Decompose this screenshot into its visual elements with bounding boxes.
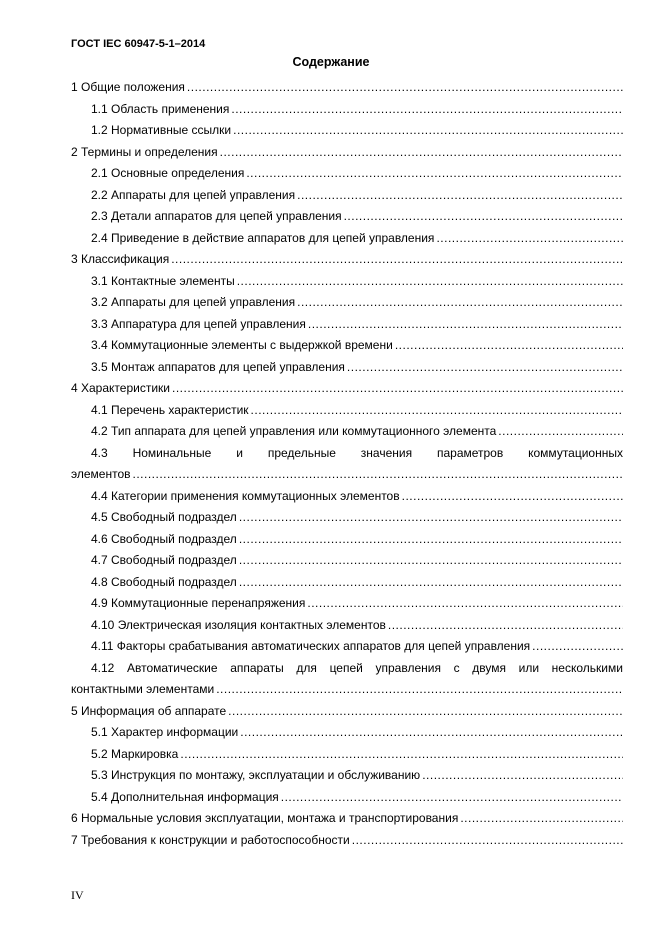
- toc-entry[interactable]: [71, 572, 623, 594]
- dot-leader: [240, 722, 623, 744]
- toc-entry[interactable]: [71, 808, 623, 830]
- toc-entry[interactable]: [71, 228, 623, 250]
- toc-entry-word: значения: [360, 445, 413, 460]
- toc-entry-text: контактными элементами: [71, 682, 215, 696]
- dot-leader: [133, 464, 624, 486]
- toc-entry-text: 2.4 Приведение в действие аппаратов для цепей управления: [91, 230, 435, 245]
- toc-entry-word: несколькими: [551, 660, 623, 675]
- toc-entry-text: 1.1 Область применения: [91, 101, 230, 116]
- toc-entry-text: 3.1 Контактные элементы: [91, 273, 235, 288]
- toc-entry[interactable]: [71, 593, 623, 615]
- dot-leader: [172, 378, 623, 400]
- toc-entry[interactable]: [71, 99, 623, 121]
- toc-entry[interactable]: [71, 830, 623, 852]
- dot-leader: [307, 593, 623, 615]
- toc-entry-line[interactable]: [71, 679, 623, 701]
- toc-entry-text: 4.4 Категории применения коммутационных элементов: [91, 488, 400, 503]
- dot-leader: [231, 99, 623, 121]
- toc-entry[interactable]: [71, 486, 623, 508]
- dot-leader: [297, 292, 623, 314]
- toc-entry-text: 2.2 Аппараты для цепей управления: [91, 187, 296, 202]
- toc-entry[interactable]: [71, 701, 623, 723]
- toc-entry-word: 4.12: [91, 660, 115, 675]
- dot-leader: [187, 77, 623, 99]
- toc-entry-line[interactable]: [71, 464, 623, 486]
- toc-entry[interactable]: [71, 206, 623, 228]
- toc-entry-text: 4.8 Свободный подраздел: [91, 574, 237, 589]
- dot-leader: [395, 335, 623, 357]
- dot-leader: [216, 679, 623, 701]
- toc-entry-text: 4 Характеристики: [71, 381, 170, 395]
- toc-entry[interactable]: [71, 271, 623, 293]
- toc-entry[interactable]: [71, 249, 623, 271]
- toc-entry-word: аппараты: [230, 660, 284, 675]
- toc-entry[interactable]: [71, 529, 623, 551]
- dot-leader: [180, 744, 623, 766]
- toc-entry[interactable]: [71, 378, 623, 400]
- toc-entry[interactable]: [71, 421, 623, 443]
- toc-entry-text: 4.11 Факторы срабатывания автоматических аппаратов для цепей управления: [91, 639, 531, 653]
- dot-leader: [228, 701, 623, 723]
- toc-entry-text: 7 Требования к конструкции и работоспособности: [71, 832, 350, 847]
- table-of-contents: [71, 77, 623, 851]
- toc-entry-word: коммутационных: [528, 445, 623, 460]
- toc-entry-word: для: [296, 660, 317, 675]
- dot-leader: [347, 357, 623, 379]
- toc-entry-text: 6 Нормальные условия эксплуатации, монтажа и транспортирования: [71, 811, 459, 825]
- toc-entry[interactable]: [71, 335, 623, 357]
- toc-title: Содержание: [292, 55, 370, 69]
- toc-entry-text: 4.7 Свободный подраздел: [91, 553, 237, 567]
- toc-entry-word: Номинальные: [132, 445, 212, 460]
- page-number: IV: [71, 888, 84, 902]
- toc-entry[interactable]: [71, 142, 623, 164]
- dot-leader: [422, 765, 623, 787]
- toc-entry-text: 5.3 Инструкция по монтажу, эксплуатации и обслуживанию: [91, 768, 421, 782]
- dot-leader: [344, 206, 623, 228]
- toc-entry[interactable]: [71, 314, 623, 336]
- document-header: ГОСТ IEC 60947-5-1–2014: [71, 38, 206, 50]
- dot-leader: [239, 572, 623, 594]
- dot-leader: [498, 421, 623, 443]
- dot-leader: [436, 228, 623, 250]
- toc-entry-text: 5 Информация об аппарате: [71, 703, 227, 718]
- toc-entry[interactable]: [71, 357, 623, 379]
- toc-entry[interactable]: [71, 744, 623, 766]
- toc-entry-word: с: [453, 660, 460, 675]
- toc-entry-text: 5.4 Дополнительная информация: [91, 789, 279, 804]
- dot-leader: [281, 787, 623, 809]
- dot-leader: [388, 615, 623, 637]
- toc-entry[interactable]: [71, 765, 623, 787]
- toc-entry-text: 3.2 Аппараты для цепей управления: [91, 295, 296, 309]
- toc-entry-text: 2 Термины и определения: [71, 144, 218, 159]
- toc-entry-text: 4.5 Свободный подраздел: [91, 510, 237, 524]
- toc-entry-text: 2.1 Основные определения: [91, 166, 245, 180]
- toc-entry-line[interactable]: [71, 658, 623, 680]
- toc-entry-word: параметров: [436, 445, 504, 460]
- dot-leader: [402, 486, 623, 508]
- dot-leader: [233, 120, 623, 142]
- toc-entry[interactable]: [71, 77, 623, 99]
- toc-entry-word: 4.3: [91, 445, 108, 460]
- toc-entry-text: 3.3 Аппаратура для цепей управления: [91, 316, 306, 331]
- toc-entry-text: 3 Классификация: [71, 252, 170, 266]
- dot-leader: [251, 400, 623, 422]
- toc-entry[interactable]: [71, 292, 623, 314]
- toc-entry-text: 5.2 Маркировка: [91, 746, 179, 761]
- toc-entry[interactable]: [71, 722, 623, 744]
- toc-entry-text: 2.3 Детали аппаратов для цепей управления: [91, 209, 342, 223]
- dot-leader: [220, 142, 623, 164]
- dot-leader: [352, 830, 623, 852]
- toc-entry-word: и: [236, 445, 243, 460]
- toc-entry-line[interactable]: [71, 443, 623, 465]
- dot-leader: [171, 249, 623, 271]
- toc-entry[interactable]: [71, 163, 623, 185]
- toc-entry-word: двумя: [472, 660, 506, 675]
- toc-entry-text: 3.5 Монтаж аппаратов для цепей управления: [91, 359, 345, 374]
- toc-entry[interactable]: [71, 636, 623, 658]
- toc-entry[interactable]: [71, 550, 623, 572]
- toc-entry-text: 3.4 Коммутационные элементы с выдержкой времени: [91, 338, 393, 352]
- dot-leader: [246, 163, 623, 185]
- dot-leader: [297, 185, 623, 207]
- toc-entry[interactable]: [71, 185, 623, 207]
- dot-leader: [239, 529, 623, 551]
- toc-entry[interactable]: [71, 615, 623, 637]
- toc-entry[interactable]: [71, 400, 623, 422]
- toc-entry-text: 1.2 Нормативные ссылки: [91, 123, 232, 137]
- toc-entry-word: Автоматические: [127, 660, 218, 675]
- dot-leader: [460, 808, 623, 830]
- toc-entry-text: 1 Общие положения: [71, 80, 185, 94]
- toc-entry[interactable]: [71, 787, 623, 809]
- toc-entry-text: 4.6 Свободный подраздел: [91, 531, 237, 546]
- toc-entry-text: 4.10 Электрическая изоляция контактных элементов: [91, 617, 386, 632]
- toc-entry[interactable]: [71, 507, 623, 529]
- toc-entry-text: элементов: [71, 467, 131, 481]
- toc-entry-word: цепей: [329, 660, 363, 675]
- toc-entry-text: 5.1 Характер информации: [91, 725, 239, 739]
- dot-leader: [239, 550, 623, 572]
- dot-leader: [237, 271, 623, 293]
- toc-entry-word: или: [518, 660, 540, 675]
- toc-entry-word: управления: [375, 660, 441, 675]
- dot-leader: [532, 636, 623, 658]
- dot-leader: [239, 507, 623, 529]
- toc-entry-text: 4.1 Перечень характеристик: [91, 402, 249, 417]
- toc-entry-text: 4.9 Коммутационные перенапряжения: [91, 596, 306, 610]
- toc-entry-text: 4.2 Тип аппарата для цепей управления или коммутационного элемента: [91, 424, 497, 438]
- toc-entry[interactable]: [71, 120, 623, 142]
- dot-leader: [308, 314, 623, 336]
- toc-entry-word: предельные: [267, 445, 336, 460]
